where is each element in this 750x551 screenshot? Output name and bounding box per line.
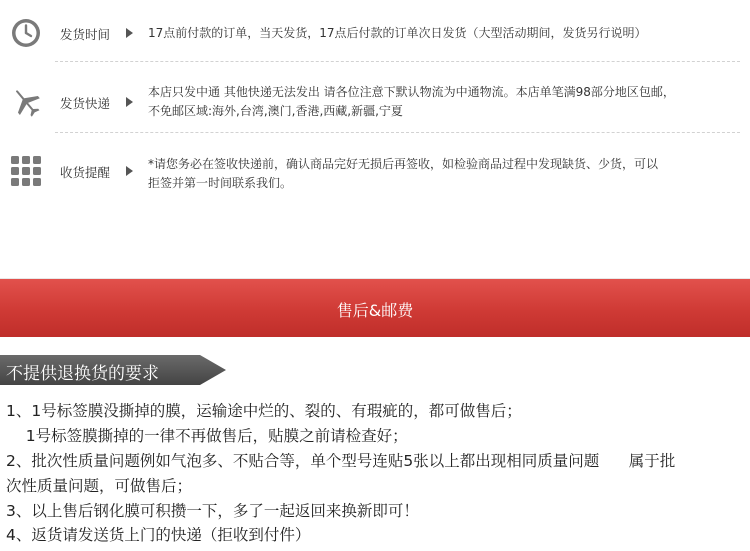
airplane-icon <box>10 86 42 118</box>
after-sales-banner <box>0 278 750 337</box>
requirements-heading: 不提供退换货的要求 <box>6 364 159 384</box>
requirement-line-2b: 次性质量问题，可做售后； <box>6 477 193 495</box>
shipping-time-text: 17点前付款的订单，当天发货，17点后付款的订单次日发货（大型活动期间，发货另行说明） <box>148 26 647 40</box>
divider <box>55 132 740 133</box>
courier-label: 发货快递 <box>60 96 111 111</box>
banner-title: 售后&邮费 <box>336 301 414 320</box>
requirement-line-3: 3、以上售后钢化膜可积攒一下，多了一起返回来换新即可！ <box>6 502 419 520</box>
chevron-right-icon <box>126 166 133 176</box>
clock-icon <box>10 17 42 49</box>
requirement-line-1: 1、1号标签膜没撕掉的膜，运输途中烂的、裂的、有瑕疵的，都可做售后； <box>6 402 522 420</box>
shipping-time-label: 发货时间 <box>60 27 111 42</box>
grid-icon <box>10 155 42 187</box>
chevron-right-icon <box>126 28 133 38</box>
requirement-line-1b: 1号标签膜撕掉的一律不再做售后，贴膜之前请检查好； <box>6 427 408 445</box>
requirement-line-2: 2、批次性质量问题例如气泡多、不贴合等，单个型号连贴5张以上都出现相同质量问题 属于批 <box>6 452 676 470</box>
courier-text: 本店只发中通 其他快递无法发出 请各位注意下默认物流为中通物流。本店单笔满98部分地区包邮， 不免邮区域:海外,台湾,澳门,香港,西藏,新疆,宁夏 <box>148 85 675 118</box>
receipt-reminder-label: 收货提醒 <box>60 165 111 180</box>
requirements-heading-tag <box>0 355 228 385</box>
receipt-reminder-text: *请您务必在签收快递前，确认商品完好无损后再签收，如检验商品过程中发现缺货、少货，可以 拒签并第一时间联系我们。 <box>148 157 659 190</box>
divider <box>55 61 740 62</box>
requirement-line-4: 4、返货请发送货上门的快递（拒收到付件） <box>6 526 311 544</box>
chevron-right-icon <box>126 97 133 107</box>
